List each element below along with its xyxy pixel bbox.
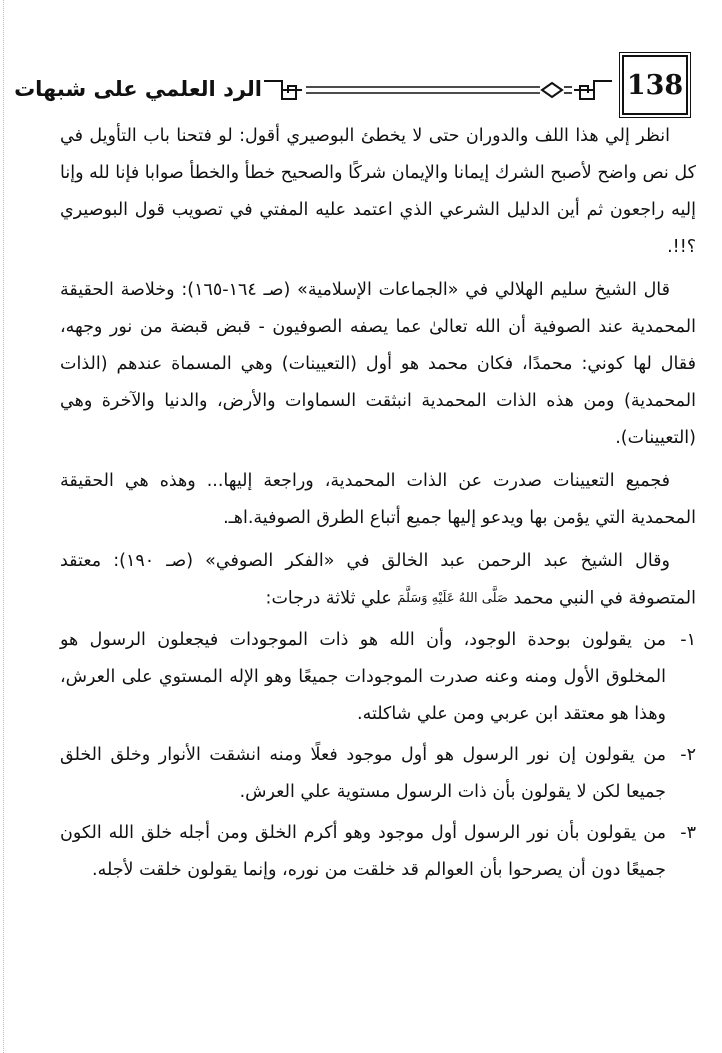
paragraph-intro-list — [60, 543, 696, 618]
list-number: ١- — [680, 629, 696, 650]
list-item — [60, 815, 696, 889]
intro-text-end: علي ثلاثة درجات: — [265, 588, 392, 609]
ornament-knot-right — [574, 81, 612, 99]
ornament-knot-left — [264, 81, 302, 99]
list-item — [60, 622, 696, 733]
page-body — [60, 118, 696, 889]
header-ornament — [262, 77, 614, 103]
page-edge — [3, 0, 5, 1053]
page-number: 138 — [622, 55, 688, 115]
list-number: ٣- — [680, 822, 696, 843]
list-number: ٢- — [680, 744, 696, 765]
paragraph: قال الشيخ سليم الهلالي في «الجماعات الإسلامية» (صـ ١٦٤-١٦٥): وخلاصة الحقيقة المحمدية عند الصوفية أن الله تعالىٰ عما يصفه الصوفيون - قبض قبضة من نور وجهه، فقال لها كوني: محمدًا، فكان محمد هو أول (التعيينات) وهي المسماة عندهم (الذات المحمدية) ومن هذه الذات المحمدية انبثقت السماوات والأرض، والدنيا والآخرة وهي (التعيينات). — [60, 280, 696, 448]
running-title: الرد العلمي على شبهات — [14, 77, 262, 101]
list-item — [60, 737, 696, 811]
list-text: من يقولون بأن نور الرسول أول موجود وهو أكرم الخلق ومن أجله خلق الله الكون جميعًا دون أن يصرحوا بأن العوالم قد خلقت من نوره، وإنما يقولون خلقت لأجله. — [60, 822, 666, 880]
ornament-knot-mid — [542, 83, 562, 97]
list-text: من يقولون إن نور الرسول هو أول موجود فعلًا ومنه انشقت الأنوار وخلق الخلق جميعا لكن لا يقولون بأن ذات الرسول مستوية علي العرش. — [60, 744, 666, 802]
list-text: من يقولون بوحدة الوجود، وأن الله هو ذات الموجودات فيجعلون الرسول هو المخلوق الأول ومنه وعنه صدرت الموجودات جميعًا وهو الإله المستوي على العرش، وهذا هو معتقد ابن عربي ومن علي شاكلته. — [60, 629, 666, 724]
honorific-phrase: صَلَّى اللهُ عَلَيْهِ وَسَلَّمَ — [397, 591, 508, 606]
page-header — [0, 55, 722, 117]
paragraph: فجميع التعيينات صدرت عن الذات المحمدية، وراجعة إليها... وهذه هي الحقيقة المحمدية التي يؤمن بها ويدعو إليها جميع أتباع الطرق الصوفية.اهـ. — [60, 471, 696, 528]
paragraph: انظر إلي هذا اللف والدوران حتى لا يخطئ البوصيري أقول: لو فتحنا باب التأويل في كل نص واضح لأصبح الشرك إيمانا والإيمان شركًا والصحيح خطأ والخطأ صوابا فإنا لله وإنا إليه راجعون ثم أين الدليل الشرعي الذي اعتمد عليه المفتي في تصويب قول البوصيري ؟!!. — [60, 126, 696, 257]
intro-text: وقال الشيخ عبد الرحمن عبد الخالق في «الفكر الصوفي» (صـ ١٩٠): معتقد المتصوفة في النبي محمد — [60, 551, 696, 609]
